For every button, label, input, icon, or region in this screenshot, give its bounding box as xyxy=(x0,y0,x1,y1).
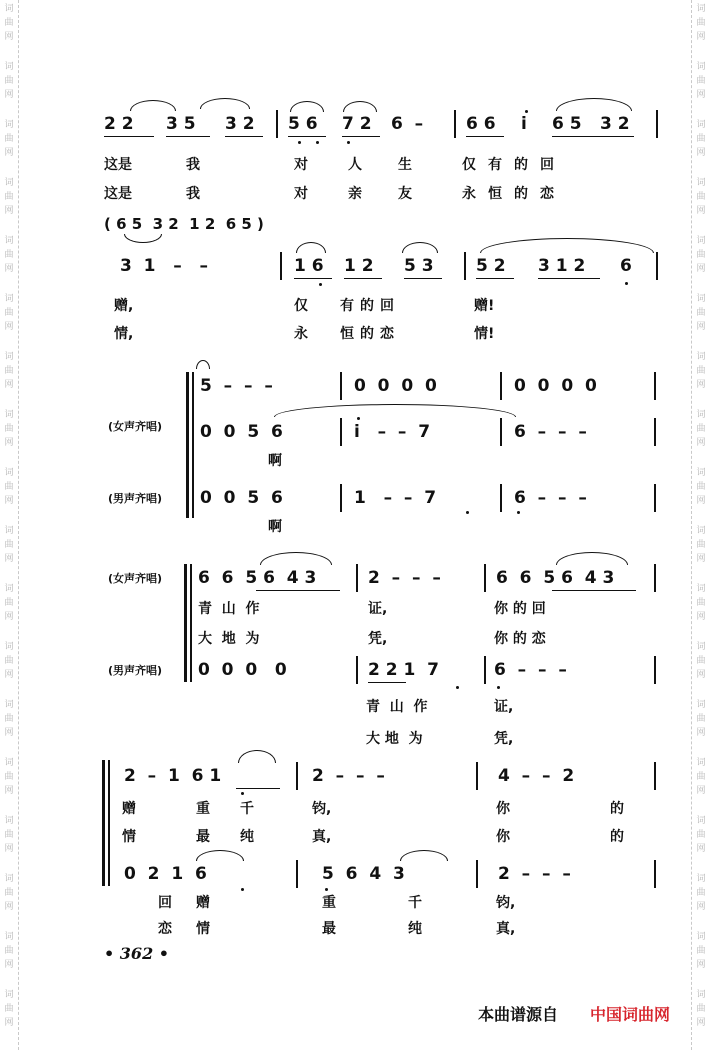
watermark-glyph: 网 xyxy=(696,380,706,390)
lyric: 最 xyxy=(322,921,336,937)
octave-dot xyxy=(316,141,319,144)
watermark-glyph: 词 xyxy=(4,584,14,594)
watermark-glyph: 曲 xyxy=(696,482,706,492)
underline xyxy=(476,278,514,279)
octave-dot xyxy=(319,283,322,286)
underline xyxy=(288,136,326,137)
watermark-glyph: 网 xyxy=(696,670,706,680)
lyric: 重 xyxy=(322,895,336,911)
watermark-glyph: 曲 xyxy=(4,76,14,86)
tie-arc xyxy=(480,238,654,253)
watermark-glyph: 曲 xyxy=(696,134,706,144)
watermark-glyph: 网 xyxy=(4,264,14,274)
octave-dot xyxy=(325,888,328,891)
lyric: 大 地 为 xyxy=(366,731,423,747)
watermark-glyph: 曲 xyxy=(696,192,706,202)
slur xyxy=(296,242,326,253)
note-group: i – – 7 xyxy=(354,422,431,442)
note-group: 6 5 xyxy=(552,114,582,134)
barline xyxy=(656,110,658,138)
lyric: 回 xyxy=(158,895,172,911)
note-group: 5 6 4 3 xyxy=(322,864,405,884)
lyric: 有的回 xyxy=(340,298,400,314)
barline xyxy=(476,860,478,888)
watermark-glyph: 曲 xyxy=(4,714,14,724)
lyric: 钧, xyxy=(312,801,332,817)
note-group: 6 – xyxy=(391,114,424,134)
lyric: 啊 xyxy=(268,519,282,535)
note-group: 1 2 xyxy=(344,256,374,276)
watermark-glyph: 曲 xyxy=(4,1004,14,1014)
octave-dot xyxy=(466,511,469,514)
note-group: 0 2 1 6 xyxy=(124,864,207,884)
lyric: 赠 xyxy=(122,801,136,817)
watermark-glyph: 网 xyxy=(4,844,14,854)
watermark-glyph: 曲 xyxy=(4,656,14,666)
watermark-glyph: 曲 xyxy=(4,424,14,434)
octave-dot xyxy=(241,888,244,891)
watermark-glyph: 词 xyxy=(696,758,706,768)
system-brace xyxy=(184,564,187,682)
note-group: 5 6 xyxy=(288,114,318,134)
watermark-glyph: 词 xyxy=(4,468,14,478)
lyric: 证, xyxy=(368,601,388,617)
watermark-glyph: 网 xyxy=(4,1018,14,1028)
note-group: 0 0 0 0 xyxy=(354,376,437,396)
watermark-glyph: 曲 xyxy=(4,308,14,318)
watermark-glyph: 网 xyxy=(4,496,14,506)
barline xyxy=(280,252,282,280)
watermark-glyph: 词 xyxy=(4,932,14,942)
watermark-glyph: 曲 xyxy=(696,830,706,840)
watermark-glyph: 曲 xyxy=(696,714,706,724)
system-brace xyxy=(102,760,105,886)
watermark-glyph: 网 xyxy=(4,380,14,390)
watermark-glyph: 网 xyxy=(4,438,14,448)
source-label: 本曲谱源自 xyxy=(478,1005,559,1024)
watermark-glyph: 词 xyxy=(696,526,706,536)
watermark-glyph: 曲 xyxy=(4,830,14,840)
watermark-glyph: 网 xyxy=(696,90,706,100)
tie-arc xyxy=(274,404,516,417)
lyric: 赠! xyxy=(474,298,495,314)
watermark-glyph: 网 xyxy=(4,554,14,564)
note-group: 2 – – – xyxy=(312,766,385,786)
underline xyxy=(236,788,280,789)
watermark-glyph: 词 xyxy=(4,874,14,884)
watermark-glyph: 网 xyxy=(696,322,706,332)
watermark-glyph: 曲 xyxy=(696,366,706,376)
note-group: 3 1 2 xyxy=(538,256,586,276)
watermark-glyph: 词 xyxy=(4,700,14,710)
watermark-glyph: 网 xyxy=(696,496,706,506)
lyric: 凭, xyxy=(494,731,514,747)
watermark-glyph: 网 xyxy=(4,206,14,216)
note-group: 1 6 xyxy=(294,256,324,276)
note-group: 6 – – – xyxy=(514,422,587,442)
barline xyxy=(340,484,342,512)
watermark-glyph: 网 xyxy=(696,148,706,158)
slur xyxy=(196,360,210,369)
lyric: 的 xyxy=(610,829,624,845)
system-line xyxy=(108,760,110,886)
watermark-glyph: 曲 xyxy=(4,772,14,782)
note-group: 6 – – – xyxy=(494,660,567,680)
underline xyxy=(294,278,332,279)
watermark-glyph: 曲 xyxy=(4,598,14,608)
watermark-glyph: 网 xyxy=(696,32,706,42)
watermark-glyph: 词 xyxy=(696,4,706,14)
watermark-glyph: 曲 xyxy=(4,134,14,144)
underline xyxy=(404,278,442,279)
lyric: 仅 xyxy=(294,298,308,314)
lyric: 你 xyxy=(496,829,510,845)
watermark-glyph: 网 xyxy=(4,322,14,332)
slur xyxy=(124,234,162,243)
note-group: 2 – – – xyxy=(498,864,571,884)
barline xyxy=(500,484,502,512)
watermark-glyph: 曲 xyxy=(696,656,706,666)
system-brace xyxy=(186,372,189,518)
octave-dot xyxy=(517,511,520,514)
octave-dot xyxy=(298,141,301,144)
watermark-glyph: 词 xyxy=(696,468,706,478)
lyric: 这是 xyxy=(104,157,132,173)
watermark-glyph: 词 xyxy=(696,874,706,884)
barline xyxy=(340,418,342,446)
lyric: 对 xyxy=(294,186,308,202)
watermark-glyph: 词 xyxy=(4,642,14,652)
note-group: 0 0 0 0 xyxy=(514,376,597,396)
right-watermark-column xyxy=(691,0,710,1050)
watermark-glyph: 曲 xyxy=(696,18,706,28)
watermark-glyph: 曲 xyxy=(4,888,14,898)
watermark-glyph: 词 xyxy=(4,526,14,536)
lyric: 这是 xyxy=(104,186,132,202)
note-group: i xyxy=(521,114,527,134)
underline xyxy=(342,136,380,137)
watermark-glyph: 网 xyxy=(696,554,706,564)
note-group: 6 xyxy=(620,256,632,276)
watermark-glyph: 词 xyxy=(696,352,706,362)
underline xyxy=(552,136,634,137)
note-group: 5 3 xyxy=(404,256,434,276)
parenthetical-notes: ( 6 5 3 2 1 2 6 5 ) xyxy=(104,215,264,233)
lyric: 情 xyxy=(196,921,210,937)
watermark-glyph: 词 xyxy=(696,120,706,130)
watermark-glyph: 网 xyxy=(696,786,706,796)
note-group: 6 6 5 6 4 3 xyxy=(198,568,317,588)
watermark-glyph: 词 xyxy=(4,410,14,420)
lyric: 青 山 作 xyxy=(366,699,428,715)
watermark-glyph: 网 xyxy=(696,438,706,448)
lyric: 真, xyxy=(312,829,332,845)
slur xyxy=(556,552,628,565)
lyric: 亲 xyxy=(348,186,362,202)
watermark-glyph: 曲 xyxy=(696,772,706,782)
underline xyxy=(552,590,636,591)
barline xyxy=(356,564,358,592)
lyric: 千 xyxy=(240,801,254,817)
watermark-glyph: 网 xyxy=(696,728,706,738)
lyric: 纯 xyxy=(240,829,254,845)
octave-dot xyxy=(357,417,360,420)
watermark-glyph: 网 xyxy=(4,90,14,100)
note-group: 3 2 xyxy=(600,114,630,134)
watermark-glyph: 词 xyxy=(4,120,14,130)
watermark-glyph: 词 xyxy=(4,4,14,14)
slur xyxy=(343,101,377,112)
part-label-male: (男声齐唱) xyxy=(108,664,163,677)
barline xyxy=(276,110,278,138)
underline xyxy=(538,278,600,279)
note-group: 2 2 xyxy=(104,114,134,134)
underline xyxy=(368,682,406,683)
lyric: 恒的恋 xyxy=(340,326,400,342)
watermark-glyph: 网 xyxy=(4,148,14,158)
barline xyxy=(476,762,478,790)
lyric: 的 xyxy=(610,801,624,817)
watermark-glyph: 网 xyxy=(696,612,706,622)
lyric: 人 xyxy=(348,157,362,173)
octave-dot xyxy=(241,792,244,795)
watermark-glyph: 词 xyxy=(4,178,14,188)
left-watermark-column xyxy=(0,0,19,1050)
watermark-glyph: 曲 xyxy=(4,482,14,492)
barline xyxy=(484,564,486,592)
watermark-glyph: 曲 xyxy=(4,18,14,28)
watermark-glyph: 网 xyxy=(696,902,706,912)
watermark-glyph: 词 xyxy=(696,584,706,594)
watermark-glyph: 曲 xyxy=(4,250,14,260)
barline xyxy=(654,656,656,684)
watermark-glyph: 曲 xyxy=(696,1004,706,1014)
barline xyxy=(654,564,656,592)
lyric: 千 xyxy=(408,895,422,911)
octave-dot xyxy=(347,141,350,144)
note-group: 4 – – 2 xyxy=(498,766,575,786)
slur xyxy=(196,850,244,861)
slur xyxy=(556,98,632,111)
lyric: 纯 xyxy=(408,921,422,937)
watermark-glyph: 网 xyxy=(4,612,14,622)
watermark-glyph: 词 xyxy=(696,642,706,652)
watermark-glyph: 词 xyxy=(4,352,14,362)
slur xyxy=(400,850,448,861)
page-number: • 362 • xyxy=(104,944,169,963)
barline xyxy=(654,418,656,446)
watermark-glyph: 词 xyxy=(696,294,706,304)
octave-dot xyxy=(625,282,628,285)
barline xyxy=(654,484,656,512)
watermark-glyph: 曲 xyxy=(696,888,706,898)
watermark-glyph: 词 xyxy=(4,816,14,826)
octave-dot xyxy=(497,686,500,689)
watermark-glyph: 网 xyxy=(4,902,14,912)
lyric: 仅有的回 xyxy=(462,157,566,173)
watermark-glyph: 网 xyxy=(696,960,706,970)
watermark-glyph: 词 xyxy=(4,758,14,768)
watermark-glyph: 网 xyxy=(696,844,706,854)
watermark-glyph: 词 xyxy=(696,990,706,1000)
watermark-glyph: 网 xyxy=(696,206,706,216)
watermark-glyph: 词 xyxy=(4,294,14,304)
underline xyxy=(466,136,504,137)
octave-dot xyxy=(456,686,459,689)
barline xyxy=(356,656,358,684)
underline xyxy=(104,136,154,137)
underline xyxy=(225,136,263,137)
watermark-glyph: 词 xyxy=(696,178,706,188)
lyric: 情! xyxy=(474,326,495,342)
note-group: 1 – – 7 xyxy=(354,488,437,508)
lyric: 永 xyxy=(294,326,308,342)
watermark-glyph: 词 xyxy=(4,236,14,246)
underline xyxy=(344,278,382,279)
lyric: 青 山 作 xyxy=(198,601,260,617)
watermark-glyph: 曲 xyxy=(4,540,14,550)
part-label-female: (女声齐唱) xyxy=(108,572,163,585)
watermark-glyph: 网 xyxy=(4,728,14,738)
watermark-glyph: 网 xyxy=(4,960,14,970)
lyric: 永恒的恋 xyxy=(462,186,566,202)
lyric: 赠, xyxy=(114,298,134,314)
lyric: 情, xyxy=(114,326,134,342)
lyric: 重 xyxy=(196,801,210,817)
note-group: 6 – – – xyxy=(514,488,587,508)
lyric: 凭, xyxy=(368,631,388,647)
watermark-glyph: 曲 xyxy=(696,76,706,86)
watermark-glyph: 曲 xyxy=(696,598,706,608)
watermark-glyph: 词 xyxy=(696,816,706,826)
note-group: 0 0 5 6 xyxy=(200,488,283,508)
slur xyxy=(238,750,276,763)
watermark-glyph: 网 xyxy=(4,786,14,796)
barline xyxy=(656,252,658,280)
barline xyxy=(500,418,502,446)
slur xyxy=(200,98,250,109)
lyric: 我 xyxy=(186,186,200,202)
system-line xyxy=(190,564,192,682)
note-group: 3 2 xyxy=(225,114,255,134)
barline xyxy=(464,252,466,280)
watermark-glyph: 词 xyxy=(696,932,706,942)
lyric: 我 xyxy=(186,157,200,173)
watermark-glyph: 曲 xyxy=(4,192,14,202)
slur xyxy=(130,100,176,111)
watermark-glyph: 网 xyxy=(4,670,14,680)
barline xyxy=(654,860,656,888)
watermark-glyph: 词 xyxy=(4,990,14,1000)
note-group: 2 2 1 7 xyxy=(368,660,439,680)
slur xyxy=(290,101,324,112)
lyric: 你 xyxy=(496,801,510,817)
note-group: 2 – – – xyxy=(368,568,441,588)
watermark-glyph: 网 xyxy=(4,32,14,42)
watermark-glyph: 网 xyxy=(696,1018,706,1028)
barline xyxy=(500,372,502,400)
note-group: 0 0 0 0 xyxy=(198,660,287,680)
underline xyxy=(256,590,340,591)
watermark-glyph: 词 xyxy=(696,62,706,72)
lyric: 真, xyxy=(496,921,516,937)
lyric: 钧, xyxy=(496,895,516,911)
watermark-glyph: 曲 xyxy=(696,424,706,434)
lyric: 证, xyxy=(494,699,514,715)
barline xyxy=(454,110,456,138)
source-site-link[interactable]: 中国词曲网 xyxy=(590,1005,671,1024)
part-label-female: (女声齐唱) xyxy=(108,420,163,433)
barline xyxy=(340,372,342,400)
lyric: 生 xyxy=(398,157,412,173)
note-group: 5 2 xyxy=(476,256,506,276)
watermark-glyph: 曲 xyxy=(696,250,706,260)
watermark-glyph: 曲 xyxy=(4,366,14,376)
lyric: 最 xyxy=(196,829,210,845)
lyric: 友 xyxy=(398,186,412,202)
slur xyxy=(402,242,438,253)
note-group: 0 0 5 6 xyxy=(200,422,283,442)
system-line xyxy=(192,372,194,518)
lyric: 大 地 为 xyxy=(198,631,260,647)
lyric: 赠 xyxy=(196,895,210,911)
barline xyxy=(296,860,298,888)
watermark-glyph: 曲 xyxy=(4,946,14,956)
part-label-male: (男声齐唱) xyxy=(108,492,163,505)
note-group: 3 1 – – xyxy=(120,256,209,276)
watermark-glyph: 词 xyxy=(696,700,706,710)
note-group: 7 2 xyxy=(342,114,372,134)
lyric: 你 的 恋 xyxy=(494,631,546,647)
underline xyxy=(166,136,210,137)
slur xyxy=(260,552,332,565)
lyric: 情 xyxy=(122,829,136,845)
lyric: 啊 xyxy=(268,453,282,469)
note-group: 2 – 1 6 1 xyxy=(124,766,222,786)
watermark-glyph: 词 xyxy=(4,62,14,72)
lyric: 你 的 回 xyxy=(494,601,546,617)
note-group: 6 6 5 6 4 3 xyxy=(496,568,615,588)
barline xyxy=(484,656,486,684)
barline xyxy=(654,762,656,790)
note-group: 6 6 xyxy=(466,114,496,134)
lyric: 恋 xyxy=(158,921,172,937)
watermark-glyph: 曲 xyxy=(696,540,706,550)
watermark-glyph: 网 xyxy=(696,264,706,274)
barline xyxy=(654,372,656,400)
watermark-glyph: 曲 xyxy=(696,308,706,318)
note-group: 3 5 xyxy=(166,114,196,134)
watermark-glyph: 词 xyxy=(696,410,706,420)
lyric: 对 xyxy=(294,157,308,173)
watermark-glyph: 词 xyxy=(696,236,706,246)
note-group: 5 – – – xyxy=(200,376,273,396)
watermark-glyph: 曲 xyxy=(696,946,706,956)
octave-dot xyxy=(525,110,528,113)
barline xyxy=(296,762,298,790)
